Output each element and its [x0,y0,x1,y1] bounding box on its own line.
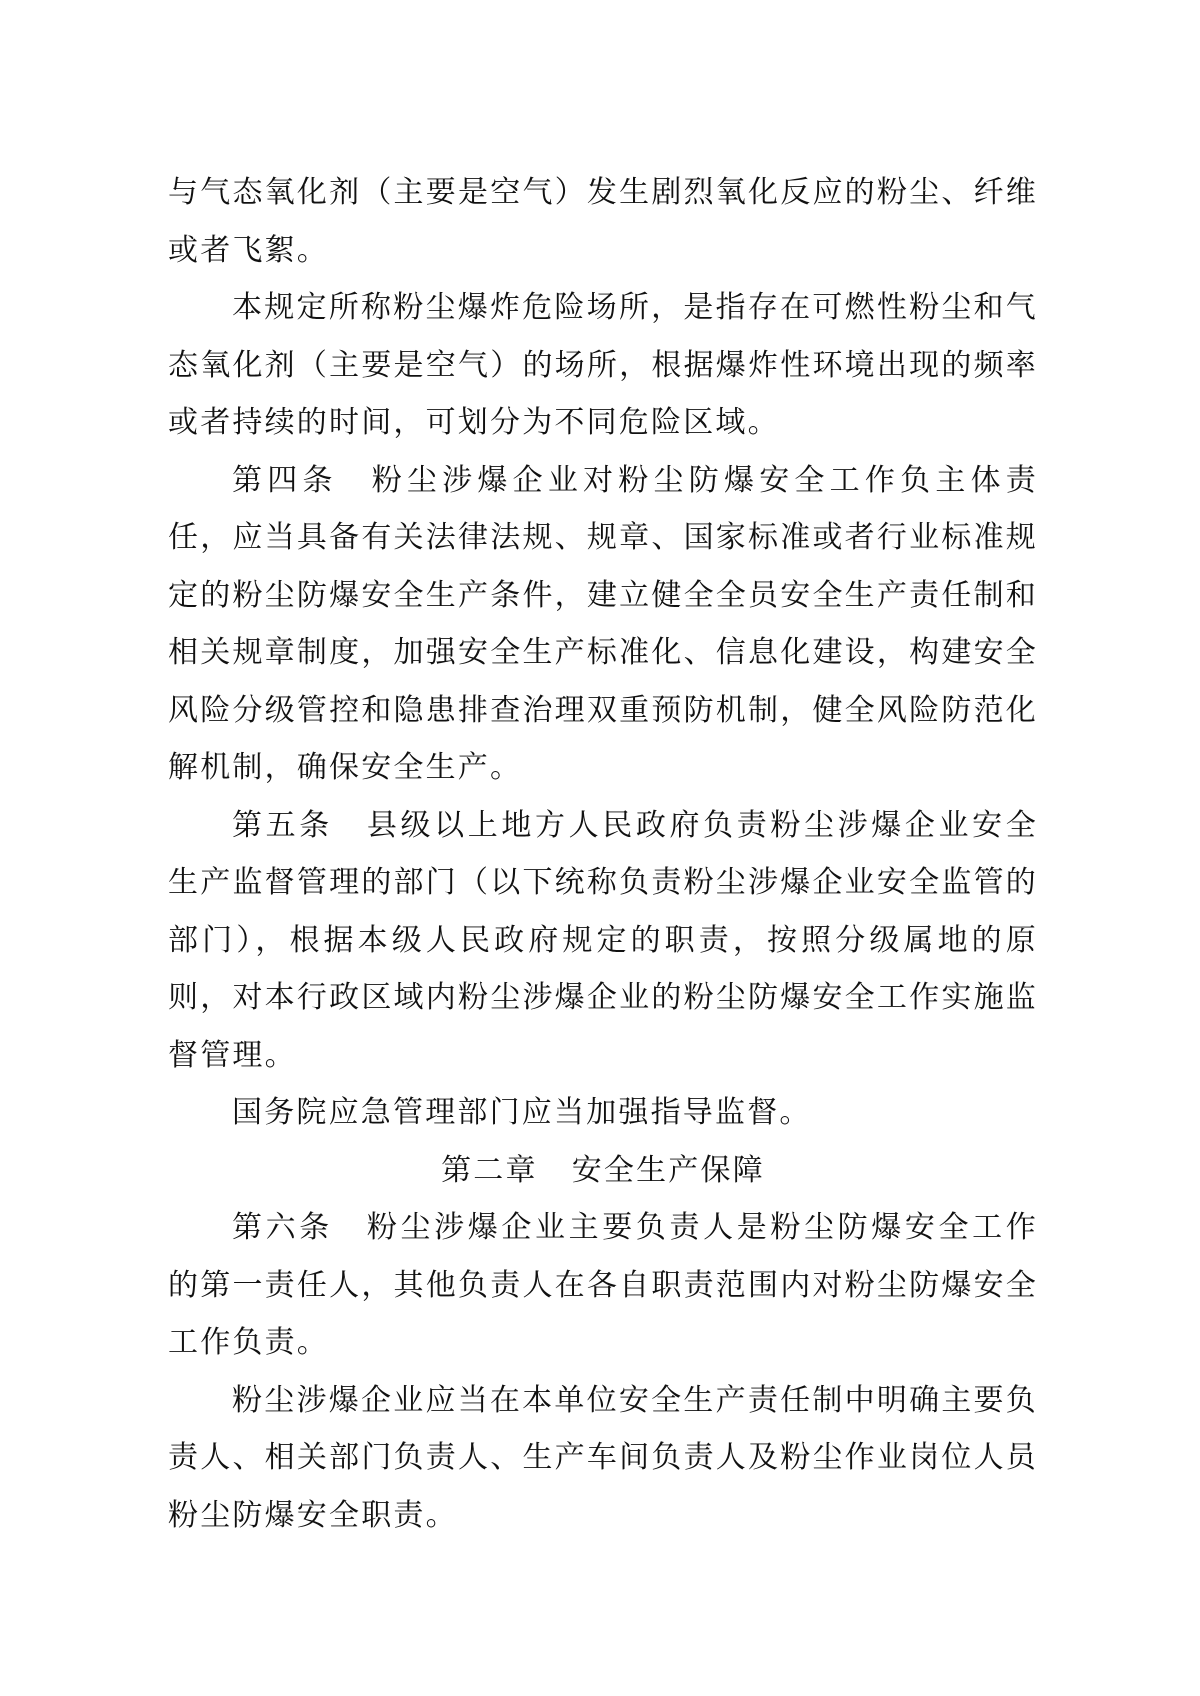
article-6 [168,1199,1038,1372]
article-number: 第五条 [232,807,333,843]
paragraph-text: 与气态氧化剂（主要是空气）发生剧烈氧化反应的粉尘、纤维或者飞絮。 [168,175,1038,268]
paragraph-dust-explosion-hazard-area [168,279,1038,452]
paragraph-continuation [168,164,1038,279]
article-text: 粉尘涉爆企业对粉尘防爆安全工作负主体责任，应当具备有关法律法规、规章、国家标准或者行业标准规定的粉尘防爆安全生产条件，建立健全全员安全生产责任制和相关规章制度，加强安全生产标准化、信息化建设，构建安全风险分级管控和隐患排查治理双重预防机制，健全风险防范化解机制，确保安全生产。 [168,462,1038,785]
chapter-title: 安全生产保障 [571,1152,765,1188]
paragraph-text: 本规定所称粉尘爆炸危险场所，是指存在可燃性粉尘和气态氧化剂（主要是空气）的场所，根据爆炸性环境出现的频率或者持续的时间，可划分为不同危险区域。 [168,290,1038,440]
paragraph-text: 粉尘涉爆企业应当在本单位安全生产责任制中明确主要负责人、相关部门负责人、生产车间负责人及粉尘作业岗位人员粉尘防爆安全职责。 [168,1382,1038,1533]
article-number: 第六条 [232,1210,333,1245]
article-5 [168,797,1038,1085]
article-4 [168,452,1038,797]
paragraph-text: 国务院应急管理部门应当加强指导监督。 [232,1095,812,1130]
paragraph-responsibility-system [168,1372,1038,1545]
article-number: 第四条 [232,462,338,498]
chapter-heading [168,1142,1038,1200]
chapter-number: 第二章 [441,1152,538,1188]
document-body [168,164,1038,1544]
paragraph-state-council-guidance [168,1084,1038,1142]
article-text: 粉尘涉爆企业主要负责人是粉尘防爆安全工作的第一责任人，其他负责人在各自职责范围内对粉尘防爆安全工作负责。 [168,1210,1039,1360]
article-text: 县级以上地方人民政府负责粉尘涉爆企业安全生产监督管理的部门（以下统称负责粉尘涉爆企业安全监管的部门），根据本级人民政府规定的职责，按照分级属地的原则，对本行政区域内粉尘涉爆企业的粉尘防爆安全工作实施监督管理。 [168,807,1039,1073]
